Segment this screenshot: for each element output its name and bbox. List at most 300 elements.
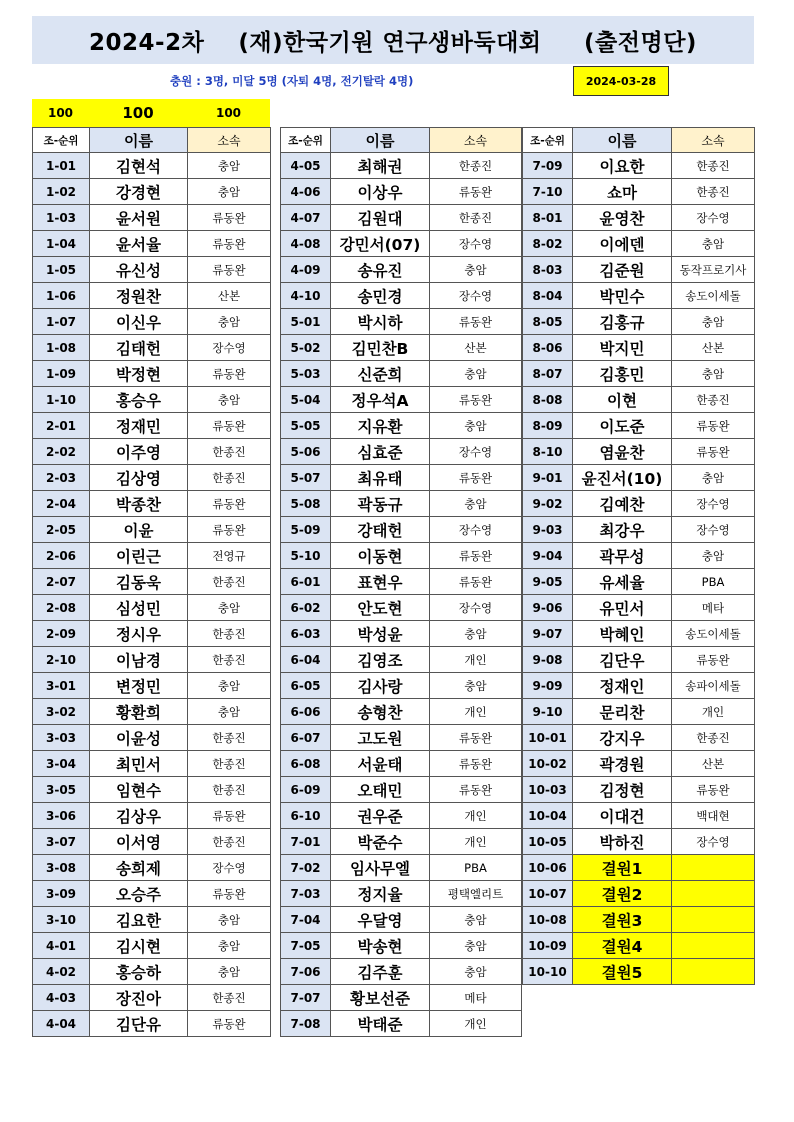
club-cell: 산본	[672, 335, 755, 361]
table-row	[281, 751, 522, 777]
name-cell: 강태헌	[331, 517, 430, 543]
rank-cell: 9-06	[523, 595, 573, 621]
header-row	[523, 128, 755, 153]
name-cell: 최유태	[331, 465, 430, 491]
name-cell: 송희제	[90, 855, 188, 881]
club-cell: 백대현	[672, 803, 755, 829]
rank-cell: 9-09	[523, 673, 573, 699]
name-cell: 결원4	[573, 933, 672, 959]
club-cell: 개인	[430, 699, 522, 725]
rank-cell: 7-04	[281, 907, 331, 933]
name-cell: 이린근	[90, 543, 188, 569]
table-row	[523, 543, 755, 569]
name-cell: 이주영	[90, 439, 188, 465]
rank-cell: 6-06	[281, 699, 331, 725]
club-cell: 산본	[430, 335, 522, 361]
name-cell: 강민서(07)	[331, 231, 430, 257]
club-cell: 충암	[188, 673, 271, 699]
rank-cell: 5-08	[281, 491, 331, 517]
rank-cell: 8-05	[523, 309, 573, 335]
name-cell: 유세율	[573, 569, 672, 595]
rank-cell: 2-01	[33, 413, 90, 439]
table-row	[281, 205, 522, 231]
table-row	[33, 647, 271, 673]
rank-cell: 10-01	[523, 725, 573, 751]
name-cell: 이요한	[573, 153, 672, 179]
name-cell: 최해권	[331, 153, 430, 179]
name-cell: 이대건	[573, 803, 672, 829]
table-row	[523, 569, 755, 595]
name-cell: 김원대	[331, 205, 430, 231]
club-cell: 장수영	[430, 517, 522, 543]
name-cell: 박성윤	[331, 621, 430, 647]
table-row	[33, 959, 271, 985]
name-cell: 심효준	[331, 439, 430, 465]
rank-cell: 8-10	[523, 439, 573, 465]
table-row	[281, 855, 522, 881]
count-2: 100	[122, 104, 154, 122]
name-cell: 김단유	[90, 1011, 188, 1037]
name-cell: 최민서	[90, 751, 188, 777]
rank-cell: 10-03	[523, 777, 573, 803]
rank-cell: 2-10	[33, 647, 90, 673]
rank-cell: 3-07	[33, 829, 90, 855]
club-cell: 충암	[672, 543, 755, 569]
rank-cell: 4-09	[281, 257, 331, 283]
rank-cell: 6-09	[281, 777, 331, 803]
rank-cell: 1-10	[33, 387, 90, 413]
table-row	[523, 491, 755, 517]
club-cell: 메타	[672, 595, 755, 621]
rank-cell: 3-02	[33, 699, 90, 725]
rank-cell: 8-02	[523, 231, 573, 257]
name-cell: 곽무성	[573, 543, 672, 569]
club-cell: 류동완	[430, 751, 522, 777]
name-cell: 이윤성	[90, 725, 188, 751]
club-cell: 류동완	[672, 413, 755, 439]
club-cell: 개인	[672, 699, 755, 725]
club-cell: 류동완	[188, 517, 271, 543]
rank-cell: 3-04	[33, 751, 90, 777]
table-row	[523, 647, 755, 673]
rank-cell: 2-05	[33, 517, 90, 543]
header-club: 소속	[188, 128, 271, 153]
name-cell: 곽경원	[573, 751, 672, 777]
rank-cell: 9-07	[523, 621, 573, 647]
club-cell: 류동완	[188, 205, 271, 231]
name-cell: 정우석A	[331, 387, 430, 413]
table-row	[523, 933, 755, 959]
name-cell: 정원찬	[90, 283, 188, 309]
rank-cell: 2-04	[33, 491, 90, 517]
name-cell: 박혜인	[573, 621, 672, 647]
name-cell: 김영조	[331, 647, 430, 673]
count-3: 100	[215, 106, 242, 120]
club-cell: 충암	[430, 907, 522, 933]
rank-cell: 8-06	[523, 335, 573, 361]
name-cell: 이신우	[90, 309, 188, 335]
club-cell: 개인	[430, 1011, 522, 1037]
club-cell: 류동완	[430, 309, 522, 335]
rank-cell: 1-02	[33, 179, 90, 205]
name-cell: 이남경	[90, 647, 188, 673]
rank-cell: 10-06	[523, 855, 573, 881]
name-cell: 황환희	[90, 699, 188, 725]
club-cell: 충암	[188, 959, 271, 985]
quota-note: 충원 : 3명, 미달 5명 (자퇴 4명, 전기탈락 4명)	[170, 74, 414, 88]
name-cell: 최강우	[573, 517, 672, 543]
name-cell: 홍승우	[90, 387, 188, 413]
club-cell: 한종진	[188, 647, 271, 673]
rank-cell: 9-02	[523, 491, 573, 517]
header-code: 조-순위	[281, 128, 331, 153]
rank-cell: 7-05	[281, 933, 331, 959]
club-cell: 메타	[430, 985, 522, 1011]
rank-cell: 5-07	[281, 465, 331, 491]
club-cell: 충암	[188, 153, 271, 179]
name-cell: 김상영	[90, 465, 188, 491]
table-row	[281, 907, 522, 933]
rank-cell: 10-04	[523, 803, 573, 829]
table-row	[523, 725, 755, 751]
rank-cell: 2-07	[33, 569, 90, 595]
name-cell: 이상우	[331, 179, 430, 205]
club-cell: 한종진	[188, 829, 271, 855]
table-row	[523, 439, 755, 465]
table-row	[33, 985, 271, 1011]
club-cell: 충암	[430, 413, 522, 439]
rank-cell: 9-04	[523, 543, 573, 569]
table-row	[33, 777, 271, 803]
name-cell: 김현석	[90, 153, 188, 179]
name-cell: 오승주	[90, 881, 188, 907]
header-club: 소속	[430, 128, 522, 153]
table-row	[281, 413, 522, 439]
rank-cell: 3-08	[33, 855, 90, 881]
club-cell: PBA	[672, 569, 755, 595]
club-cell: 한종진	[188, 751, 271, 777]
rank-cell: 3-05	[33, 777, 90, 803]
name-cell: 결원1	[573, 855, 672, 881]
table-row	[523, 517, 755, 543]
name-cell: 지유환	[331, 413, 430, 439]
table-row	[33, 413, 271, 439]
club-cell: 동작프로기사	[672, 257, 755, 283]
club-cell: 충암	[672, 465, 755, 491]
name-cell: 송민경	[331, 283, 430, 309]
header-row	[281, 128, 522, 153]
rank-cell: 4-06	[281, 179, 331, 205]
rank-cell: 9-08	[523, 647, 573, 673]
table-row	[33, 907, 271, 933]
rank-cell: 6-03	[281, 621, 331, 647]
page-title: 2024-2차 (재)한국기원 연구생바둑대회 (출전명단)	[32, 16, 754, 64]
club-cell: 전영규	[188, 543, 271, 569]
club-cell	[672, 907, 755, 933]
table-row	[281, 257, 522, 283]
club-cell: 한종진	[672, 387, 755, 413]
table-row	[281, 309, 522, 335]
table-row	[523, 751, 755, 777]
table-row	[281, 725, 522, 751]
rank-cell: 6-02	[281, 595, 331, 621]
date-box: 2024-03-28	[573, 66, 669, 96]
rank-cell: 5-06	[281, 439, 331, 465]
table-row	[33, 881, 271, 907]
name-cell: 김홍규	[573, 309, 672, 335]
table-row	[281, 933, 522, 959]
rank-cell: 9-10	[523, 699, 573, 725]
club-cell: 충암	[188, 595, 271, 621]
table-row	[281, 985, 522, 1011]
club-cell: PBA	[430, 855, 522, 881]
header-code: 조-순위	[523, 128, 573, 153]
table-row	[523, 179, 755, 205]
club-cell: 한종진	[188, 465, 271, 491]
table-row	[281, 153, 522, 179]
name-cell: 윤진서(10)	[573, 465, 672, 491]
name-cell: 박준수	[331, 829, 430, 855]
name-cell: 유신성	[90, 257, 188, 283]
name-cell: 결원5	[573, 959, 672, 985]
club-cell: 충암	[430, 621, 522, 647]
rank-cell: 10-05	[523, 829, 573, 855]
table-row	[33, 803, 271, 829]
club-cell: 류동완	[430, 725, 522, 751]
club-cell: 류동완	[430, 543, 522, 569]
rank-cell: 4-08	[281, 231, 331, 257]
name-cell: 정재인	[573, 673, 672, 699]
table-row	[523, 257, 755, 283]
club-cell: 류동완	[188, 881, 271, 907]
table-row	[33, 153, 271, 179]
name-cell: 문리찬	[573, 699, 672, 725]
name-cell: 쇼마	[573, 179, 672, 205]
table-row	[523, 959, 755, 985]
club-cell: 충암	[430, 491, 522, 517]
table-row	[523, 699, 755, 725]
club-cell: 충암	[430, 257, 522, 283]
name-cell: 윤영찬	[573, 205, 672, 231]
club-cell	[672, 881, 755, 907]
club-cell: 한종진	[672, 179, 755, 205]
rank-cell: 1-06	[33, 283, 90, 309]
rank-cell: 8-04	[523, 283, 573, 309]
name-cell: 박지민	[573, 335, 672, 361]
table-row	[523, 881, 755, 907]
name-cell: 결원3	[573, 907, 672, 933]
table-row	[33, 465, 271, 491]
rank-cell: 1-03	[33, 205, 90, 231]
club-cell: 장수영	[188, 335, 271, 361]
rank-cell: 1-04	[33, 231, 90, 257]
club-cell: 충암	[672, 309, 755, 335]
table-row	[281, 491, 522, 517]
name-cell: 정시우	[90, 621, 188, 647]
rank-cell: 7-08	[281, 1011, 331, 1037]
table-row	[281, 959, 522, 985]
name-cell: 결원2	[573, 881, 672, 907]
club-cell: 충암	[430, 959, 522, 985]
count-1: 100	[47, 106, 74, 120]
rank-cell: 7-09	[523, 153, 573, 179]
table-row	[33, 517, 271, 543]
club-cell: 류동완	[430, 569, 522, 595]
name-cell: 박민수	[573, 283, 672, 309]
rank-cell: 4-07	[281, 205, 331, 231]
table-row	[523, 231, 755, 257]
club-cell: 충암	[188, 387, 271, 413]
club-cell: 류동완	[188, 803, 271, 829]
name-cell: 염윤찬	[573, 439, 672, 465]
club-cell: 개인	[430, 647, 522, 673]
table-row	[33, 309, 271, 335]
table-row	[33, 855, 271, 881]
header-code: 조-순위	[33, 128, 90, 153]
name-cell: 박송현	[331, 933, 430, 959]
table-row	[523, 829, 755, 855]
club-cell: 송도이세돌	[672, 621, 755, 647]
rank-cell: 3-03	[33, 725, 90, 751]
table-row	[523, 777, 755, 803]
table-row	[281, 881, 522, 907]
name-cell: 박종찬	[90, 491, 188, 517]
club-cell: 류동완	[430, 179, 522, 205]
name-cell: 박시하	[331, 309, 430, 335]
name-cell: 송유진	[331, 257, 430, 283]
name-cell: 박정현	[90, 361, 188, 387]
club-cell: 평택엘리트	[430, 881, 522, 907]
table-row	[281, 465, 522, 491]
table-row	[33, 361, 271, 387]
club-cell: 장수영	[672, 517, 755, 543]
table-row	[33, 751, 271, 777]
club-cell: 류동완	[430, 465, 522, 491]
name-cell: 김민찬B	[331, 335, 430, 361]
rank-cell: 9-01	[523, 465, 573, 491]
rank-cell: 10-02	[523, 751, 573, 777]
rank-cell: 8-01	[523, 205, 573, 231]
club-cell: 충암	[188, 179, 271, 205]
name-cell: 윤서원	[90, 205, 188, 231]
rank-cell: 8-09	[523, 413, 573, 439]
name-cell: 송형찬	[331, 699, 430, 725]
rank-cell: 8-03	[523, 257, 573, 283]
rank-cell: 4-05	[281, 153, 331, 179]
table-row	[33, 205, 271, 231]
rank-cell: 2-09	[33, 621, 90, 647]
rank-cell: 2-02	[33, 439, 90, 465]
name-cell: 박태준	[331, 1011, 430, 1037]
table-row	[33, 673, 271, 699]
table-row	[281, 1011, 522, 1037]
name-cell: 이윤	[90, 517, 188, 543]
table-row	[523, 907, 755, 933]
count-bar	[32, 99, 270, 127]
name-cell: 정지율	[331, 881, 430, 907]
table-row	[281, 231, 522, 257]
rank-cell: 4-10	[281, 283, 331, 309]
name-cell: 서윤태	[331, 751, 430, 777]
rank-cell: 5-04	[281, 387, 331, 413]
name-cell: 유민서	[573, 595, 672, 621]
rank-cell: 3-10	[33, 907, 90, 933]
table-row	[281, 569, 522, 595]
table-row	[33, 1011, 271, 1037]
table-row	[33, 933, 271, 959]
club-cell: 송파이세돌	[672, 673, 755, 699]
club-cell: 류동완	[188, 1011, 271, 1037]
club-cell: 장수영	[188, 855, 271, 881]
rank-cell: 2-08	[33, 595, 90, 621]
header-name: 이름	[90, 128, 188, 153]
club-cell: 한종진	[430, 153, 522, 179]
table-row	[33, 283, 271, 309]
table-row	[523, 387, 755, 413]
name-cell: 김예찬	[573, 491, 672, 517]
club-cell: 류동완	[188, 231, 271, 257]
header-name: 이름	[331, 128, 430, 153]
rank-cell: 6-08	[281, 751, 331, 777]
name-cell: 우달영	[331, 907, 430, 933]
table-row	[281, 439, 522, 465]
name-cell: 강지우	[573, 725, 672, 751]
rank-cell: 10-09	[523, 933, 573, 959]
name-cell: 이서영	[90, 829, 188, 855]
club-cell	[672, 855, 755, 881]
roster-table-1	[32, 127, 271, 1037]
roster-table-3	[522, 127, 755, 985]
club-cell: 장수영	[672, 829, 755, 855]
table-row	[281, 543, 522, 569]
rank-cell: 6-01	[281, 569, 331, 595]
name-cell: 곽동규	[331, 491, 430, 517]
rank-cell: 7-01	[281, 829, 331, 855]
club-cell: 한종진	[188, 725, 271, 751]
name-cell: 이에덴	[573, 231, 672, 257]
name-cell: 김동욱	[90, 569, 188, 595]
header-row	[33, 128, 271, 153]
name-cell: 임사무엘	[331, 855, 430, 881]
club-cell: 충암	[430, 673, 522, 699]
club-cell: 개인	[430, 803, 522, 829]
table-row	[33, 257, 271, 283]
club-cell: 류동완	[188, 491, 271, 517]
rank-cell: 6-05	[281, 673, 331, 699]
name-cell: 김시현	[90, 933, 188, 959]
table-row	[33, 595, 271, 621]
table-row	[33, 491, 271, 517]
table-row	[33, 439, 271, 465]
club-cell: 산본	[188, 283, 271, 309]
table-row	[33, 569, 271, 595]
rank-cell: 5-05	[281, 413, 331, 439]
rank-cell: 4-02	[33, 959, 90, 985]
name-cell: 신준희	[331, 361, 430, 387]
rank-cell: 3-06	[33, 803, 90, 829]
rank-cell: 9-03	[523, 517, 573, 543]
header-name: 이름	[573, 128, 672, 153]
name-cell: 김사랑	[331, 673, 430, 699]
club-cell: 류동완	[188, 413, 271, 439]
rank-cell: 7-06	[281, 959, 331, 985]
table-row	[281, 387, 522, 413]
club-cell: 충암	[672, 361, 755, 387]
rank-cell: 8-08	[523, 387, 573, 413]
rank-cell: 4-01	[33, 933, 90, 959]
club-cell: 충암	[188, 309, 271, 335]
name-cell: 김준원	[573, 257, 672, 283]
